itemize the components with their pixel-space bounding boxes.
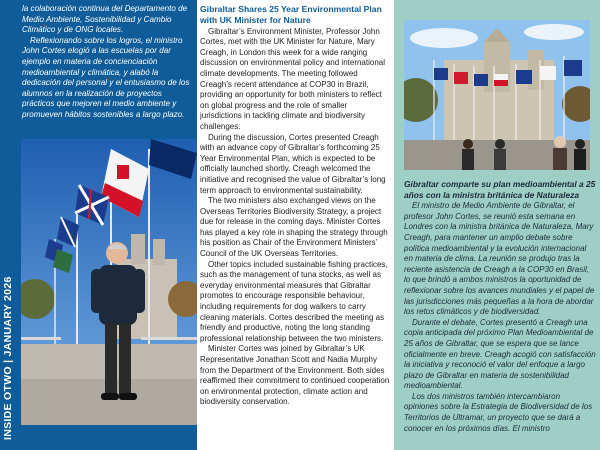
left-column — [0, 0, 197, 450]
article-es-paragraph: El ministro de Medio Ambiente de Gibraltar, el profesor John Cortes, se reunió esta semana en Londres con la ministra británica de Naturaleza, Mary Creagh, para mantener un amplio debate sobre política medioambiental y la evolución internacional en materia de clima. La reunión se produjo tras la reciente asistencia de Creagh a la COP30 en Brasil, lo que brindó a ambos ministros la oportunidad de reflexionar sobre los avances mundiales y el papel de las jurisdicciones más pequeñas a la hora de abordar los retos climáticos y de biodiversidad. — [404, 201, 595, 317]
article-en-paragraph: During the discussion, Cortes presented Creagh with an advance copy of Gibraltar’s forthcoming 25 Year Environmental Plan, which is expected to be officially launched shortly. Creagh welcomed the initiative and recognised the value of Gibraltar’s long term approach to environmental sustainability. — [200, 132, 386, 195]
article-en — [200, 4, 390, 408]
minister-photo-illustration — [21, 139, 197, 425]
right-column — [394, 0, 600, 450]
article-en-headline: Gibraltar Shares 25 Year Environmental Plan with UK Minister for Nature — [200, 4, 382, 25]
article-es-body — [404, 201, 596, 434]
issue-label: INSIDE OTWO | JANUARY 2026 — [2, 276, 14, 440]
article-es-headline: Gibraltar comparte su plan medioambiental a 25 años con la ministra británica de Naturaleza — [404, 179, 596, 200]
left-intro-paragraph: la colaboración continua del Departamento de Medio Ambiente, Sostenibilidad y Cambio Climático y de ONG locales. — [22, 4, 188, 35]
article-es-paragraph: Durante el debate, Cortes presentó a Creagh una copia anticipada del próximo Plan Medioambiental de 25 años de Gibraltar, que se espera que se lance oficialmente en breve. Creagh acogió con satisfacción la iniciativa y reconoció el valor del enfoque a largo plazo de Gibraltar en materia de sostenibilidad medioambiental. — [404, 317, 596, 391]
flags-photo-illustration — [404, 20, 590, 170]
article-en-paragraph: The two ministers also exchanged views on the Overseas Territories Biodiversity Strategy, a project due for release in the coming days. Minister Cortes has played a key role in shaping the strategy through his position as Chair of the Environment Ministers’ Council of the UK Overseas Territories. — [200, 196, 388, 259]
article-en-paragraph: Other topics included sustainable fishing practices, such as the management of tuna stocks, as well as everyday environmental measures that Gibraltar promotes to encourage responsible behaviour, including requirements for dog walkers to carry cleaning materials. Cortes described the meeting as friendly and productive, noting the long standing professional relationship between the two ministers. — [200, 259, 388, 343]
article-en-paragraph: Minister Cortes was joined by Gibraltar’s UK Representative Jonathan Scott and Nadia Murphy from the Department of the Environment. Both sides reaffirmed their commitment to continued cooperation on environmental protection, climate action and biodiversity conservation. — [200, 344, 390, 407]
article-es-paragraph: Los dos ministros también intercambiaron opiniones sobre la Estrategia de Biodiversidad de los Territorios de Ultramar, un proyecto que se dará a conocer en los próximos días. El ministro — [404, 391, 593, 433]
minister-photo — [21, 139, 197, 425]
flags-photo — [404, 20, 590, 170]
left-intro-paragraph: Reflexionando sobre los logros, el ministro John Cortes elogió a las escuelas por dar ejemplo en materia de concienciación medioambiental y climática, y alabó la dedicación del personal y el entusiasmo de los alumnos en la realización de proyectos prácticos que mejoren el medio ambiente y promueven hábitos sostenibles a largo plazo. — [22, 35, 190, 119]
article-en-body — [200, 27, 390, 408]
left-intro-text — [22, 4, 194, 121]
article-es — [404, 179, 596, 434]
article-en-paragraph: Gibraltar’s Environment Minister, Professor John Cortes, met with the UK Minister for Nature, Mary Creagh, in London this week for a wide ranging discussion on environmental policy and international climate developments. The meeting followed Creagh’s recent attendance at COP30 in Brazil, providing an opportunity for both ministers to reflect on global progress and the role of smaller jurisdictions in tackling climate and biodiversity challenges. — [200, 26, 385, 131]
